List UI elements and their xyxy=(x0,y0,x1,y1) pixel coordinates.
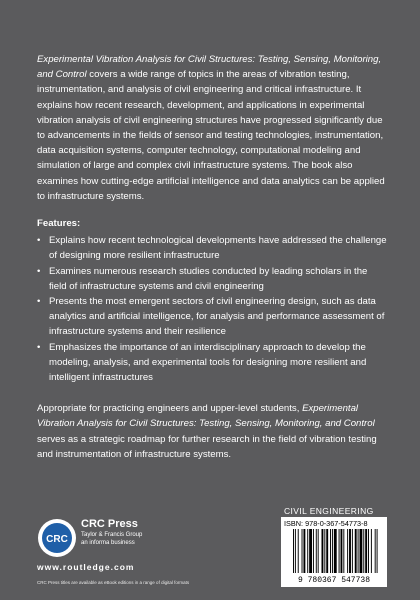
isbn-text: ISBN: 978-0-367-54773-8 xyxy=(284,519,368,528)
intro-book-title: Experimental Vibration Analysis for Civil Structures: Testing, Sensing, Monitoring, and Control xyxy=(37,54,382,81)
barcode-bar xyxy=(324,529,325,573)
category-label: CIVIL ENGINEERING xyxy=(284,506,374,516)
barcode-box xyxy=(281,517,387,587)
feature-item: • Examines numerous research studies conducted by leading scholars in the field of infrastructure systems and civil engineering xyxy=(37,264,387,294)
description-block xyxy=(37,52,387,462)
publisher-group-name: Taylor & Francis Group xyxy=(81,532,143,538)
barcode-bar xyxy=(330,529,331,573)
barcode-bar xyxy=(375,529,376,573)
barcode-bar xyxy=(293,529,294,573)
barcode-bar xyxy=(368,529,369,573)
barcode-bar xyxy=(355,529,357,573)
barcode-bar xyxy=(295,529,296,573)
barcode-bar xyxy=(365,529,367,573)
crc-logo-icon xyxy=(37,518,77,558)
barcode-icon xyxy=(285,529,383,585)
barcode-bar xyxy=(360,529,363,573)
barcode-bar xyxy=(322,529,324,573)
crc-logo-text: CRC xyxy=(46,534,68,545)
barcode-digits: 9 780367 547738 xyxy=(297,576,371,585)
feature-item: • Presents the most emergent sectors of civil engineering design, such as data analytics and artificial intelligence, for analysis and performance assessment of infrastructure systems and their resilience xyxy=(37,294,387,340)
intro-paragraph xyxy=(37,52,387,204)
barcode-bar xyxy=(302,529,303,573)
barcode-bar xyxy=(347,529,348,573)
publisher-website: www.routledge.com xyxy=(37,562,135,572)
barcode-bar xyxy=(332,529,333,573)
barcode-bar xyxy=(326,529,328,573)
barcode-bar xyxy=(343,529,344,573)
features-list xyxy=(37,233,387,385)
barcode-bar xyxy=(303,529,305,573)
barcode-bar xyxy=(349,529,351,573)
barcode-bar xyxy=(352,529,353,573)
closing-text-before: Appropriate for practicing engineers and upper-level students, xyxy=(37,403,303,415)
closing-paragraph xyxy=(37,401,387,462)
barcode-bar xyxy=(339,529,340,573)
feature-item: • Emphasizes the importance of an interdisciplinary approach to develop the modeling, analysis, and experimental tools for designing more resilient and intelligent infrastructures xyxy=(37,340,387,386)
publisher-business: an informa business xyxy=(81,539,135,546)
barcode-bar xyxy=(371,529,372,573)
features-heading: Features: xyxy=(37,218,81,230)
barcode-bar xyxy=(377,529,378,573)
barcode-bar xyxy=(313,529,314,573)
feature-item: • Explains how recent technological developments have addressed the challenge of designing more resilient infrastructure xyxy=(37,233,387,263)
closing-book-title: Experimental Vibration Analysis for Civil Structures: Testing, Sensing, Monitoring, and Control xyxy=(37,403,375,430)
barcode-bar xyxy=(318,529,319,573)
barcode-bar xyxy=(309,529,312,573)
barcode-bar xyxy=(316,529,317,573)
publisher-name: CRC Press xyxy=(81,518,138,530)
barcode-bar xyxy=(334,529,337,573)
barcode-bar xyxy=(298,529,299,573)
barcode-bar xyxy=(341,529,343,573)
ebook-note: CRC Press titles are available as eBook editions in a range of digital formats xyxy=(37,580,190,585)
intro-text: covers a wide range of topics in the areas of vibration testing, instrumentation, and analysis of civil engineering and critical infrastructure. It explains how recent research, development, and applications in experimental vibration analysis of civil engineering structures have progressed significantly due to advancements in the fields of sensor and testing technologies, instrumentation, data acquisition systems, computer technology, computational modeling and simulation of large and complex civil infrastructure systems. The book also examines how cutting-edge artificial intelligence and data analytics can be applied to infrastructure systems. xyxy=(37,69,385,202)
barcode-bar xyxy=(358,529,359,573)
barcode-bar xyxy=(307,529,308,573)
closing-text-after: serves as a strategic roadmap for further research in the field of vibration testing and instrumentation of infrastructure systems. xyxy=(37,433,377,460)
barcode-bar xyxy=(363,529,364,573)
publisher-group xyxy=(81,532,142,547)
publisher-block xyxy=(37,512,267,592)
